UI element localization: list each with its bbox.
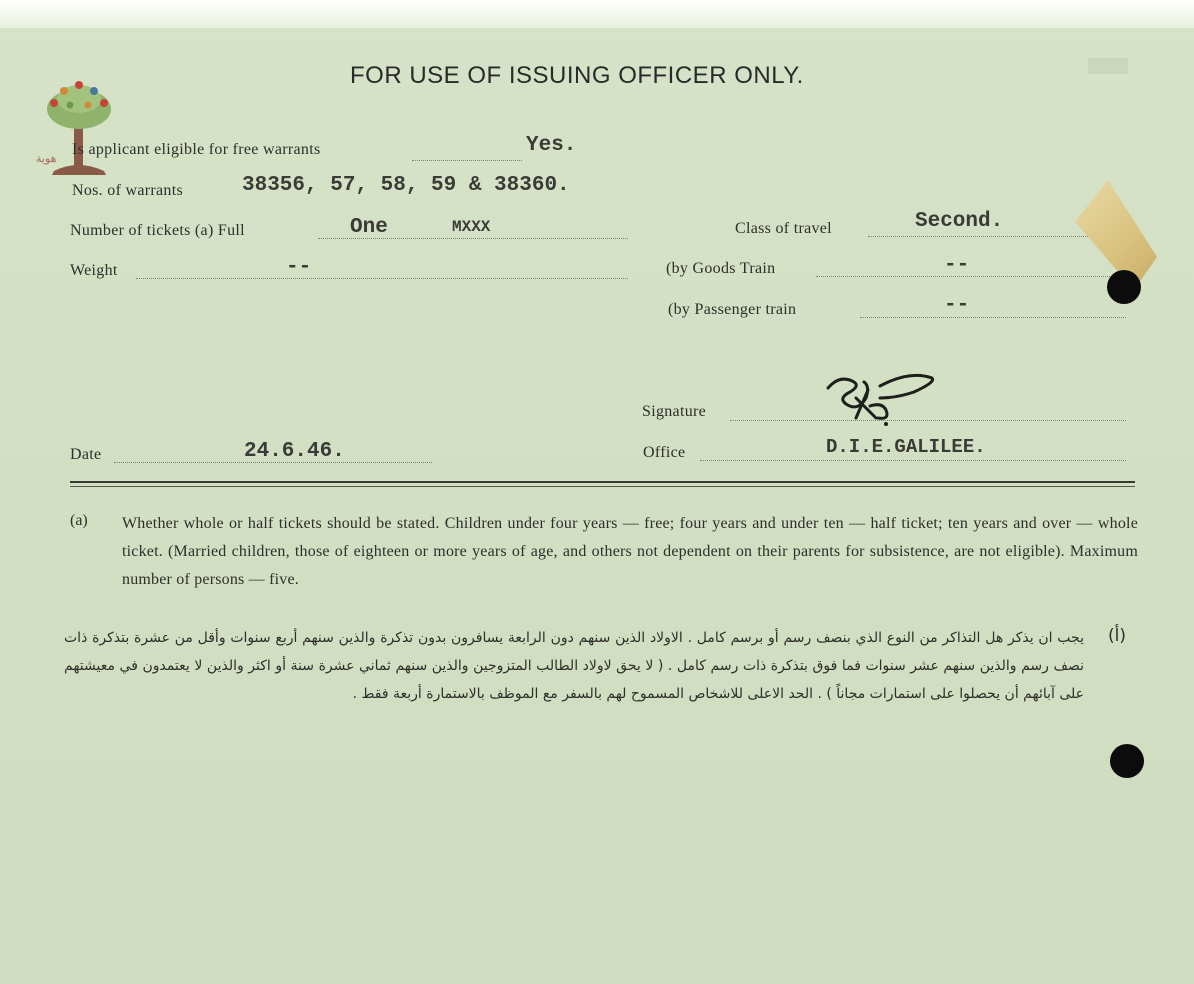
weight-value: -- — [286, 256, 312, 279]
tickets-label: Number of tickets (a) Full — [70, 222, 245, 239]
goods-dotted-line — [816, 276, 1126, 277]
form-title: FOR USE OF ISSUING OFFICER ONLY. — [350, 62, 804, 89]
date-label: Date — [70, 446, 102, 463]
office-label: Office — [643, 444, 686, 461]
weight-label: Weight — [70, 262, 118, 279]
eligible-dotted-line — [412, 160, 522, 161]
page-top-edge — [0, 0, 1194, 28]
stain — [1088, 58, 1128, 74]
office-value: D.I.E.GALILEE. — [826, 436, 986, 458]
section-divider-thin — [70, 486, 1135, 487]
arabic-note-text: يجب ان يذكر هل التذاكر من النوع الذي بنصف رسم أو برسم كامل . الاولاد الذين سنهم دون الرابعة يسافرون بدون تذكرة والذين سنهم أربع سنوات وأقل من عشرة بتذكرة ذات نصف رسم والذين سنهم عشر سنوات فما فوق بتذكرة ذات رسم كامل . ( لا يحق لاولاد الطالب المتزوجين والذين سنهم ثماني عشرة سنة أو اكثر والذين لا يعتمدون في معيشتهم على آبائهم أن يحصلوا على استمارات مجاناً ) . الحد الاعلى للاشخاص المسموح لهم بالسفر مع الموظف بالاستمارة أربعة فقط . — [64, 630, 1084, 702]
handwritten-signature — [820, 368, 940, 428]
note-text: Whether whole or half tickets should be stated. Children under four years — free; four years and under ten — half ticket; ten years and over — whole ticket. (Married children, those of eighteen or more years of age, and others not dependent on their parents for subsistence, are not eligible). Maximum number of persons — five. — [122, 515, 1138, 588]
punch-hole-top — [1107, 270, 1141, 304]
class-dotted-line — [868, 236, 1126, 237]
arabic-note-marker: (أ) — [1108, 626, 1127, 646]
punch-hole-bottom — [1110, 744, 1144, 778]
goods-value: -- — [944, 254, 970, 277]
eligible-value: Yes. — [526, 134, 577, 157]
passenger-label: (by Passenger train — [668, 301, 797, 318]
class-label: Class of travel — [735, 220, 832, 237]
date-value: 24.6.46. — [244, 440, 345, 463]
eligible-label: Is applicant eligible for free warrants — [72, 141, 321, 158]
passenger-dotted-line — [860, 317, 1126, 318]
weight-dotted-line — [136, 278, 628, 279]
note-marker: (a) — [70, 512, 88, 529]
signature-label: Signature — [642, 403, 707, 420]
class-value: Second. — [915, 210, 1004, 233]
tickets-extra: MXXX — [452, 218, 491, 236]
office-dotted-line — [700, 460, 1126, 461]
logo-wordmark: هوية — [36, 152, 57, 165]
warrants-value: 38356, 57, 58, 59 & 38360. — [242, 174, 570, 197]
goods-label: (by Goods Train — [666, 260, 776, 277]
warrants-label: Nos. of warrants — [72, 182, 183, 199]
section-divider — [70, 481, 1135, 483]
tickets-value: One — [350, 216, 388, 239]
passenger-value: -- — [944, 294, 970, 317]
